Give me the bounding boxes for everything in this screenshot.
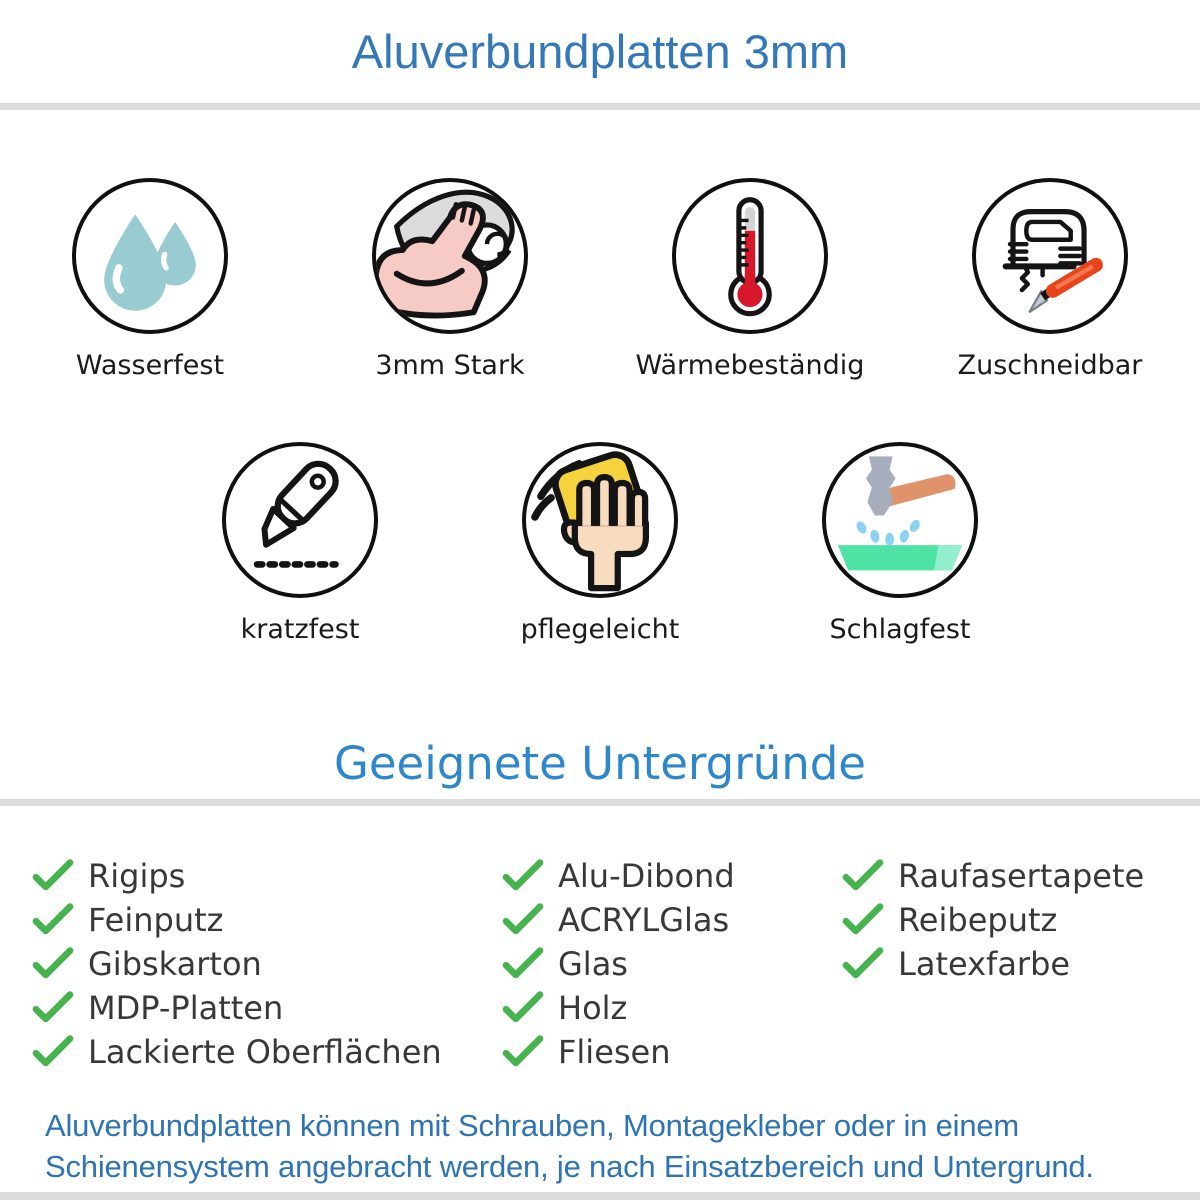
substrate-item	[500, 1030, 840, 1074]
footer-line-2: Schienensystem angebracht werden, je nach Einsatzbereich und Untergrund.	[45, 1148, 1094, 1184]
substrate-item	[500, 854, 840, 898]
substrate-item	[30, 1030, 500, 1074]
substrate-label: Latexfarbe	[898, 945, 1071, 983]
hammer-icon	[822, 442, 978, 598]
page-title: Aluverbundplatten 3mm	[351, 25, 849, 78]
substrate-label: Raufasertapete	[898, 857, 1145, 895]
check-icon	[30, 903, 76, 937]
divider	[0, 1192, 1200, 1200]
substrate-item	[30, 854, 500, 898]
cutter-knife-icon	[222, 442, 378, 598]
substrate-label: Reibeputz	[898, 901, 1058, 939]
feature-label: Wasserfest	[75, 350, 225, 381]
substrate-item	[840, 942, 1200, 986]
substrate-label: Holz	[558, 989, 628, 1027]
check-icon	[840, 947, 886, 981]
substrates-heading: Geeignete Untergründe	[333, 737, 866, 790]
feature-wasserfest	[0, 178, 300, 381]
check-icon	[840, 903, 886, 937]
substrates-list	[30, 854, 1200, 1074]
substrate-item	[30, 986, 500, 1030]
check-icon	[500, 1035, 546, 1069]
feature-label: kratzfest	[240, 614, 360, 645]
check-icon	[840, 859, 886, 893]
substrate-item	[500, 986, 840, 1030]
feature-zuschneidbar	[900, 178, 1200, 381]
feature-label: Zuschneidbar	[957, 350, 1143, 381]
substrate-item	[30, 898, 500, 942]
substrate-column-1	[30, 854, 500, 1074]
feature-label: Wärmebeständig	[635, 350, 865, 381]
substrate-item	[500, 942, 840, 986]
check-icon	[500, 947, 546, 981]
substrate-item	[500, 898, 840, 942]
feature-schlagfest	[750, 442, 1050, 645]
substrate-label: Alu-Dibond	[558, 857, 735, 895]
hand-cloth-icon	[522, 442, 678, 598]
divider	[0, 103, 1200, 110]
divider	[0, 799, 1200, 806]
muscle-arm-icon	[372, 178, 528, 334]
substrate-label: Gibskarton	[88, 945, 262, 983]
feature-row-1	[0, 178, 1200, 381]
footer-note	[45, 1106, 1175, 1188]
substrate-label: Glas	[558, 945, 628, 983]
substrate-label: Lackierte Oberflächen	[88, 1033, 442, 1071]
feature-pflegeleicht	[450, 442, 750, 645]
substrate-label: Feinputz	[88, 901, 224, 939]
substrate-item	[840, 854, 1200, 898]
substrate-item	[840, 898, 1200, 942]
check-icon	[30, 859, 76, 893]
feature-3mm-stark	[300, 178, 600, 381]
substrate-column-2	[500, 854, 840, 1074]
substrate-label: Rigips	[88, 857, 186, 895]
footer-line-1: Aluverbundplatten können mit Schrauben, Montagekleber oder in einem	[45, 1108, 1020, 1143]
feature-waermebestaendig	[600, 178, 900, 381]
check-icon	[500, 903, 546, 937]
check-icon	[500, 859, 546, 893]
substrate-label: Fliesen	[558, 1033, 671, 1071]
feature-label: 3mm Stark	[375, 350, 525, 381]
substrate-label: MDP-Platten	[88, 989, 284, 1027]
water-drops-icon	[72, 178, 228, 334]
substrate-column-3	[840, 854, 1200, 1074]
feature-kratzfest	[150, 442, 450, 645]
feature-row-2	[0, 442, 1200, 645]
substrate-item	[30, 942, 500, 986]
check-icon	[500, 991, 546, 1025]
jigsaw-icon	[972, 178, 1128, 334]
substrate-label: ACRYLGlas	[558, 901, 730, 939]
check-icon	[30, 1035, 76, 1069]
check-icon	[30, 991, 76, 1025]
feature-label: Schlagfest	[829, 614, 971, 645]
thermometer-icon	[672, 178, 828, 334]
check-icon	[30, 947, 76, 981]
feature-label: pflegeleicht	[520, 614, 680, 645]
